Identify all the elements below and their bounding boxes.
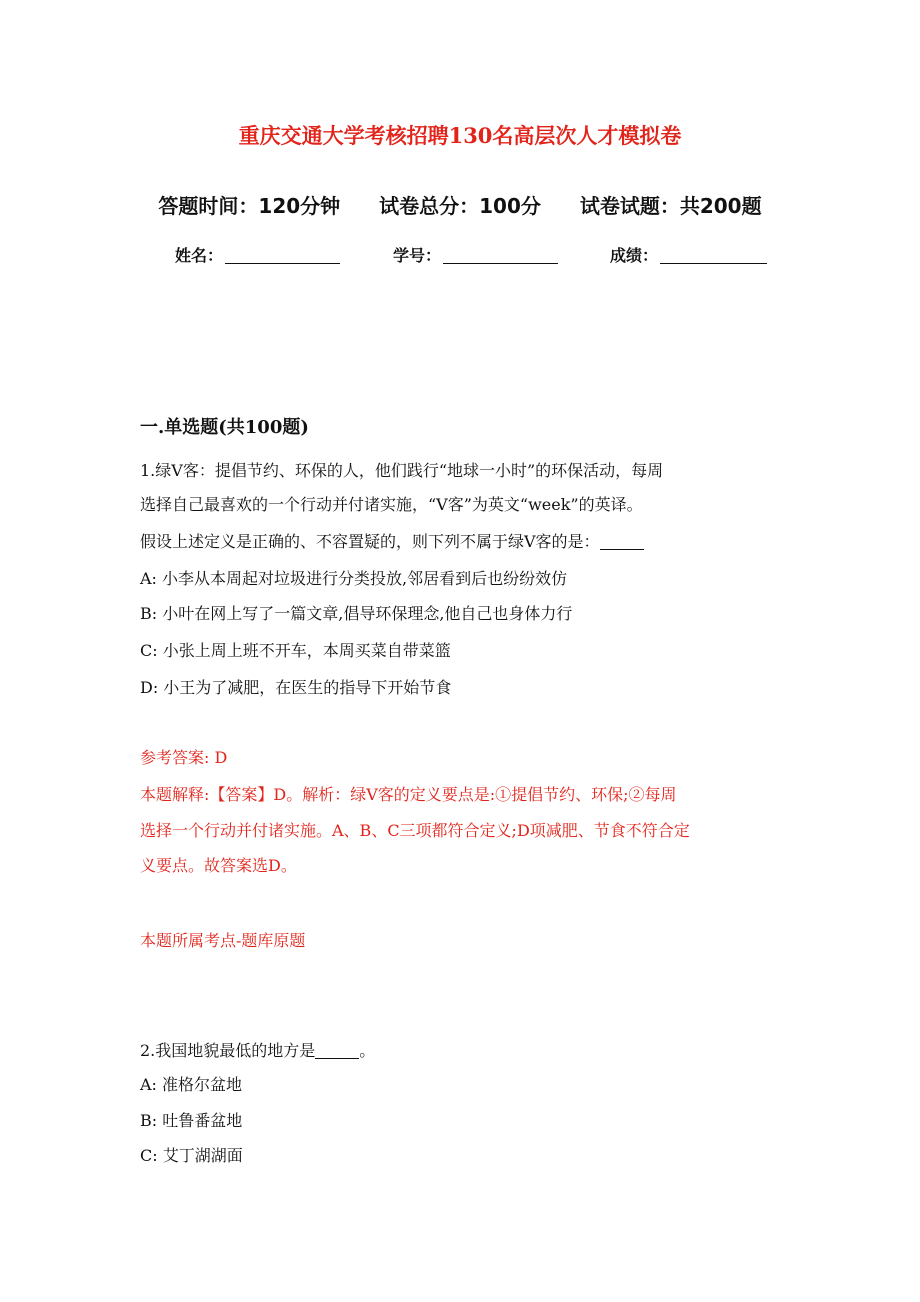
q2-option-b: B: 吐鲁番盆地 bbox=[140, 1111, 243, 1130]
id-label: 学号： bbox=[393, 246, 442, 265]
q1-source: 本题所属考点-题库原题 bbox=[140, 931, 306, 950]
name-blank[interactable] bbox=[225, 245, 340, 264]
q1-stem-text: 假设上述定义是正确的、不容置疑的，则下列不属于绿V客的是： bbox=[140, 532, 600, 551]
score-field bbox=[610, 243, 767, 266]
q2-option-c: C: 艾丁湖湖面 bbox=[140, 1146, 243, 1165]
exam-total-score: 试卷总分：100分 bbox=[379, 194, 541, 218]
id-field bbox=[393, 243, 558, 266]
exam-meta bbox=[0, 190, 920, 219]
name-field bbox=[175, 243, 340, 266]
name-label: 姓名： bbox=[175, 246, 224, 265]
q1-explanation-line1: 本题解释:【答案】D。解析：绿V客的定义要点是:①提倡节约、环保;②每周 bbox=[140, 785, 677, 804]
exam-question-count: 试卷试题：共200题 bbox=[579, 194, 762, 218]
q1-option-c: C: 小张上周上班不开车，本周买菜自带菜篮 bbox=[140, 641, 451, 660]
q2-stem-end: 。 bbox=[359, 1041, 376, 1060]
section-title: 一.单选题(共100题) bbox=[140, 417, 309, 438]
id-blank[interactable] bbox=[443, 245, 558, 264]
q1-answer: 参考答案: D bbox=[140, 748, 228, 767]
score-blank[interactable] bbox=[660, 245, 767, 264]
exam-time: 答题时间：120分钟 bbox=[158, 194, 341, 218]
page-title: 重庆交通大学考核招聘130名高层次人才模拟卷 bbox=[238, 123, 682, 148]
score-label: 成绩： bbox=[610, 246, 659, 265]
q2-option-a: A: 准格尔盆地 bbox=[140, 1075, 243, 1094]
q1-answer-blank bbox=[600, 533, 644, 550]
q1-stem-line1: 1.绿V客：提倡节约、环保的人，他们践行“地球一小时”的环保活动，每周 bbox=[140, 461, 664, 480]
q1-explanation-line3: 义要点。故答案选D。 bbox=[140, 856, 297, 875]
q1-stem-line3 bbox=[140, 529, 644, 552]
q1-option-a: A: 小李从本周起对垃圾进行分类投放,邻居看到后也纷纷效仿 bbox=[140, 569, 568, 588]
q1-stem-line2: 选择自己最喜欢的一个行动并付诸实施，“V客”为英文“week”的英译。 bbox=[140, 495, 643, 514]
q2-stem-text: 2.我国地貌最低的地方是 bbox=[140, 1041, 316, 1060]
q1-explanation-line2: 选择一个行动并付诸实施。A、B、C三项都符合定义;D项减肥、节食不符合定 bbox=[140, 821, 690, 840]
q2-stem bbox=[140, 1038, 375, 1061]
q2-answer-blank bbox=[315, 1042, 359, 1059]
q1-option-d: D: 小王为了减肥，在医生的指导下开始节食 bbox=[140, 678, 452, 697]
q1-option-b: B: 小叶在网上写了一篇文章,倡导环保理念,他自己也身体力行 bbox=[140, 604, 573, 623]
